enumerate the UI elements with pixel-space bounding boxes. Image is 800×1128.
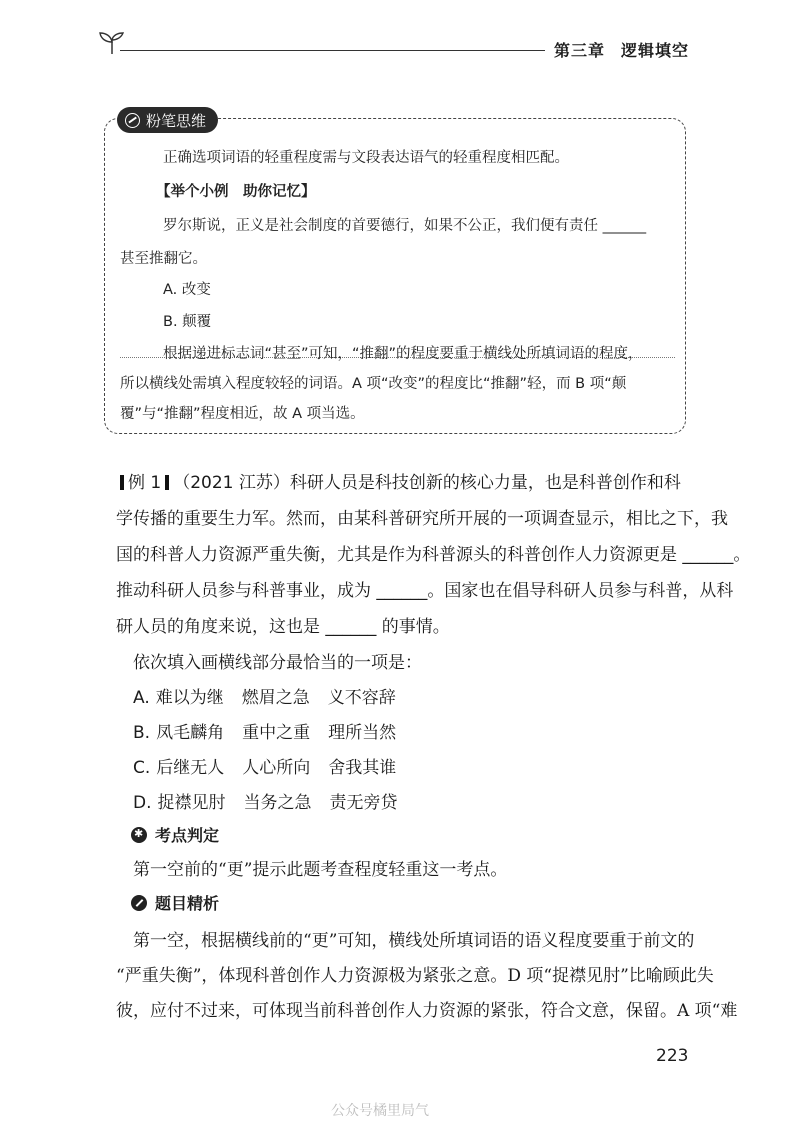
option-word: 理所当然	[328, 723, 397, 743]
think-option: A. 改变	[163, 282, 211, 298]
chapter-title: 逻辑填空	[621, 41, 690, 60]
option-word: 当务之急	[243, 793, 312, 813]
option-a	[133, 683, 414, 708]
option-word: 后继无人	[156, 758, 225, 778]
jingxi-line: 第一空，根据横线前的“更”可知，横线处所填词语的语义程度要重于前文的	[133, 931, 695, 951]
option-word: 义不容辞	[327, 688, 396, 708]
example-text: （2021 江苏）科研人员是科技创新的核心力量，也是科普创作和科	[173, 473, 681, 493]
think-line: 根据递进标志词“甚至”可知，“推翻”的程度要重于横线处所填词语的程度，	[163, 346, 643, 362]
option-word: 燃眉之急	[241, 688, 310, 708]
option-word: 人心所向	[242, 758, 311, 778]
example-line: 国的科普人力资源严重失衡，尤其是作为科普源头的科普创作人力资源更是 ______。	[116, 545, 751, 565]
option-letter: C.	[133, 758, 151, 778]
gear-icon	[131, 827, 147, 843]
example-line: 研人员的角度来说，这也是 ______ 的事情。	[116, 617, 450, 637]
jingxi-line: “严重失衡”，体现科普创作人力资源极为紧张之意。D 项“捉襟见肘”比喻顾此失	[116, 966, 714, 986]
jingxi-heading	[131, 891, 219, 914]
think-line: 甚至推翻它。	[120, 251, 207, 267]
example-question: 依次填入画横线部分最恰当的一项是：	[133, 653, 422, 673]
watermark: 公众号橘里局气	[331, 1103, 429, 1119]
think-option: B. 颠覆	[163, 314, 212, 330]
sprout-icon	[96, 30, 128, 56]
chapter-number: 第三章	[554, 41, 606, 60]
option-word: 舍我其谁	[328, 758, 397, 778]
example-marker	[120, 475, 124, 490]
pen-icon	[131, 895, 147, 911]
option-c	[133, 753, 414, 778]
option-word: 责无旁贷	[329, 793, 398, 813]
jingxi-line: 彼，应付不过来，可体现当前科普创作人力资源的紧张，符合文意，保留。A 项“难	[116, 1001, 738, 1021]
option-letter: A.	[133, 688, 150, 708]
option-d	[133, 788, 416, 813]
example-line: 推动科研人员参与科普事业，成为 ______。国家也在倡导科研人员参与科普，从科	[116, 581, 734, 601]
example-label: 例 1	[128, 473, 162, 493]
kaodian-text: 第一空前的“更”提示此题考查程度轻重这一考点。	[133, 860, 508, 880]
option-word: 难以为继	[155, 688, 224, 708]
think-line: 所以横线处需填入程度较轻的词语。A 项“改变”的程度比“推翻”轻，而 B 项“颠	[120, 376, 627, 392]
example-marker	[165, 475, 169, 490]
option-word: 凤毛麟角	[156, 723, 225, 743]
thinking-box-title: 粉笔思维	[146, 111, 207, 130]
option-b	[133, 718, 414, 743]
think-line: 覆”与“推翻”程度相近，故 A 项当选。	[120, 406, 365, 422]
option-letter: D.	[133, 793, 152, 813]
option-word: 重中之重	[242, 723, 311, 743]
think-line: 罗尔斯说，正义是社会制度的首要德行，如果不公正，我们便有责任 ______	[163, 218, 647, 234]
kaodian-heading	[131, 823, 219, 846]
thinking-box-tag	[117, 107, 218, 133]
kaodian-title: 考点判定	[155, 826, 220, 845]
think-example-heading: 【举个小例 助你记忆】	[156, 184, 316, 200]
example-line: 学传播的重要生力军。然而，由某科普研究所开展的一项调查显示，相比之下，我	[116, 509, 728, 529]
option-letter: B.	[133, 723, 151, 743]
chapter-heading	[554, 38, 689, 61]
think-line: 正确选项词语的轻重程度需与文段表达语气的轻重程度相匹配。	[163, 150, 569, 166]
jingxi-title: 题目精析	[155, 894, 220, 913]
page-number: 223	[656, 1046, 689, 1066]
option-word: 捉襟见肘	[157, 793, 226, 813]
example-line-1	[116, 468, 681, 493]
no-symbol-icon	[125, 113, 140, 128]
header-rule	[120, 50, 545, 51]
